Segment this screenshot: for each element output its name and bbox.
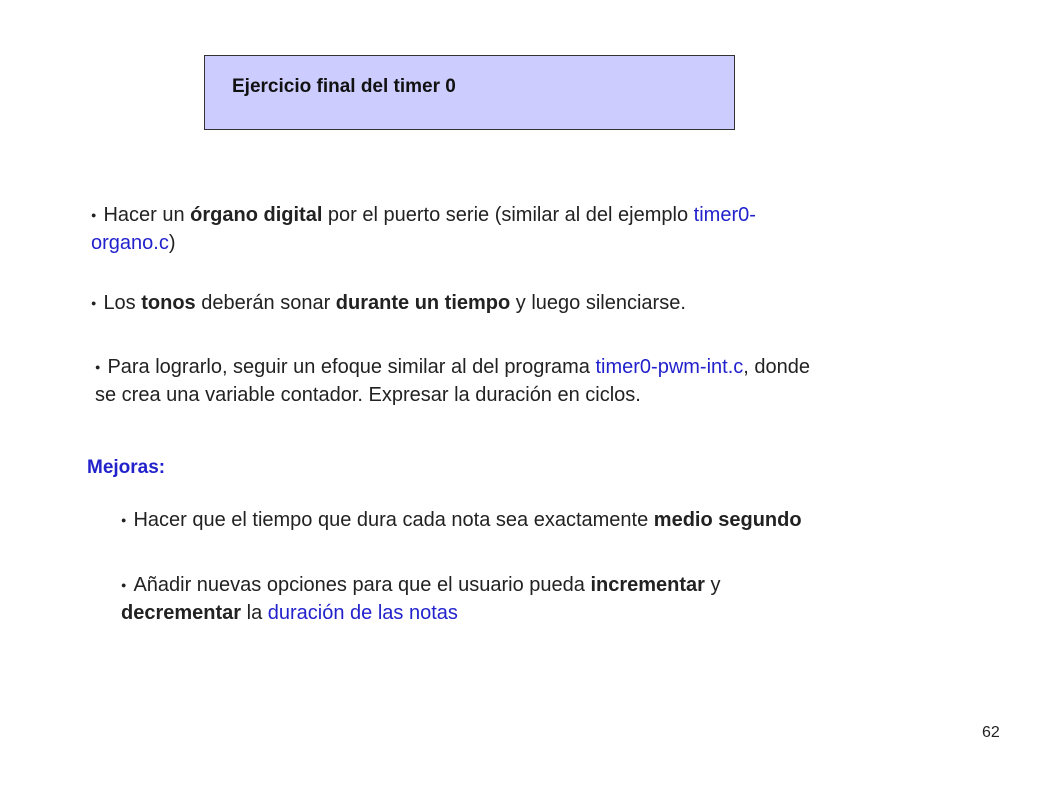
page-number: 62 (982, 724, 1000, 741)
bullet-1: ● Hacer un órgano digital por el puerto serie (similar al del ejemplo timer0- organo.c) (91, 204, 756, 254)
mejora-item-1: ● Hacer que el tiempo que dura cada nota sea exactamente medio segundo (121, 509, 802, 531)
bullet-2: ● Los tonos deberán sonar durante un tiempo y luego silenciarse. (91, 292, 686, 314)
mejora-item-2: ● Añadir nuevas opciones para que el usuario pueda incrementar y decrementar la duración de las notas (121, 574, 721, 624)
slide-title: Ejercicio final del timer 0 (232, 76, 456, 97)
bullet-dot-icon: ● (91, 298, 97, 308)
bullet-dot-icon: ● (95, 362, 101, 372)
bullet-dot-icon: ● (91, 210, 97, 220)
title-box (204, 55, 735, 130)
bullet-dot-icon: ● (121, 580, 127, 590)
bullet-dot-icon: ● (121, 515, 127, 525)
mejoras-heading: Mejoras: (87, 457, 166, 478)
bullet-3: ● Para lograrlo, seguir un efoque similar al del programa timer0-pwm-int.c, donde se crea una variable contador. Expresar la duración en ciclos. (95, 356, 810, 406)
